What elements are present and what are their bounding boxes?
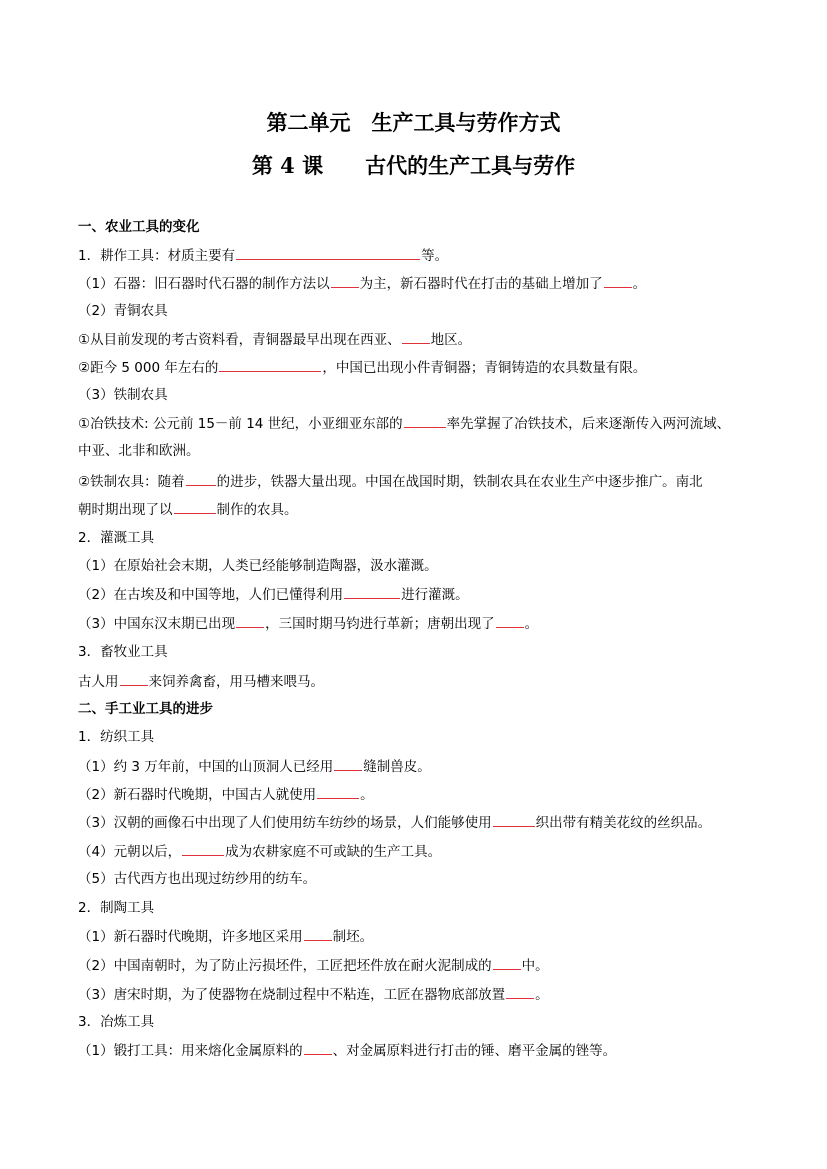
line-text: （2）新石器时代晚期，中国古人就使用	[78, 787, 317, 803]
line-text: ，中国已出现小件青铜器；青铜铸造的农具数量有限。	[322, 360, 647, 376]
text-line	[78, 529, 154, 547]
line-text: 。	[524, 616, 539, 632]
line-text: 为主，新石器时代在打击的基础上增加了	[359, 276, 603, 292]
line-text: 制坯。	[332, 929, 374, 945]
fill-in-blank[interactable]	[506, 985, 534, 999]
fill-in-blank[interactable]	[402, 330, 430, 344]
fill-in-blank[interactable]	[120, 672, 148, 686]
text-line	[78, 358, 646, 377]
line-text: 。	[360, 787, 374, 803]
line-text: 地区。	[430, 332, 472, 348]
line-text: 中亚、北非和欧洲。	[78, 443, 200, 459]
line-text: 2．制陶工具	[78, 900, 155, 916]
line-text: ①冶铁技术: 公元前 15－前 14 世纪，小亚细亚东部的	[78, 416, 403, 432]
fill-in-blank[interactable]	[182, 842, 224, 856]
text-line	[78, 813, 711, 832]
text-line	[78, 585, 469, 604]
text-line	[78, 246, 448, 265]
line-text: 中。	[521, 958, 549, 974]
text-line	[78, 274, 646, 293]
line-text: 一、农业工具的变化	[78, 219, 200, 235]
line-text: （1）新石器时代晚期，许多地区采用	[78, 929, 303, 945]
line-text: 1．纺织工具	[78, 729, 155, 745]
line-text: （1）在原始社会末期，人类已经能够制造陶器，汲水灌溉。	[78, 558, 438, 574]
line-text: 来饲养禽畜，用马槽来喂马。	[148, 674, 324, 690]
line-text: （2）中国南朝时，为了防止污损坯件，工匠把坯件放在耐火泥制成的	[78, 958, 492, 974]
line-text: 织出带有精美花纹的丝织品。	[535, 815, 712, 831]
line-text: （1）锻打工具：用来熔化金属原料的	[78, 1043, 303, 1059]
line-text: 、对金属原料进行打击的锤、磨平金属的锉等。	[332, 1043, 617, 1059]
text-line	[78, 302, 168, 320]
text-line	[78, 728, 154, 746]
text-line	[78, 927, 373, 946]
line-text: 朝时期出现了以	[78, 502, 173, 518]
text-line	[78, 842, 441, 861]
line-text: 制作的农具。	[216, 502, 298, 518]
line-text: （4）元朝以后，	[78, 844, 182, 860]
line-text: （3）中国东汉末期已出现	[78, 616, 236, 632]
text-line	[78, 330, 471, 349]
line-text: （5）古代西方也出现过纺纱用的纺车。	[78, 871, 317, 887]
fill-in-blank[interactable]	[604, 274, 632, 288]
fill-in-blank[interactable]	[493, 956, 521, 970]
fill-in-blank[interactable]	[493, 813, 535, 827]
line-text: ②铁制农具：随着	[78, 474, 185, 490]
text-line	[78, 643, 168, 661]
fill-in-blank[interactable]	[236, 614, 264, 628]
fill-in-blank[interactable]	[304, 1041, 332, 1055]
text-line	[78, 442, 200, 460]
fill-in-blank[interactable]	[236, 246, 420, 260]
text-line	[78, 500, 298, 519]
text-line	[78, 1013, 154, 1031]
text-line	[78, 899, 154, 917]
text-line	[78, 700, 213, 718]
line-text: 1．耕作工具：材质主要有	[78, 248, 236, 264]
line-text: 等。	[421, 248, 449, 264]
fill-in-blank[interactable]	[174, 500, 216, 514]
fill-in-blank[interactable]	[344, 585, 400, 599]
fill-in-blank[interactable]	[496, 614, 524, 628]
line-text: ①从目前发现的考古资料看，青铜器最早出现在西亚、	[78, 332, 401, 348]
line-text: 。	[535, 987, 549, 1003]
unit-title: 第二单元 生产工具与劳作方式	[266, 110, 561, 135]
text-line	[78, 785, 374, 804]
text-line	[78, 614, 538, 633]
line-text: 2．灌溉工具	[78, 530, 155, 546]
line-text: （3）唐宋时期，为了使器物在烧制过程中不粘连，工匠在器物底部放置	[78, 987, 506, 1003]
line-text: 缝制兽皮。	[363, 759, 431, 775]
fill-in-blank[interactable]	[317, 785, 359, 799]
lesson-title: 第 4 课 古代的生产工具与劳作	[251, 153, 576, 178]
line-text: 进行灌溉。	[401, 587, 469, 603]
text-line	[78, 1041, 616, 1060]
text-line	[78, 386, 168, 404]
fill-in-blank[interactable]	[304, 927, 332, 941]
fill-in-blank[interactable]	[186, 472, 216, 486]
line-text: 率先掌握了冶铁技术，后来逐渐传入两河流域、	[446, 416, 731, 432]
text-line	[78, 218, 200, 236]
line-text: （2）在古埃及和中国等地，人们已懂得利用	[78, 587, 344, 603]
line-text: （1）约 3 万年前，中国的山顶洞人已经用	[78, 759, 334, 775]
line-text: 3．畜牧业工具	[78, 644, 168, 660]
text-line	[78, 985, 549, 1004]
line-text: 的进步，铁器大量出现。中国在战国时期，铁制农具在农业生产中逐步推广。南北	[216, 474, 703, 490]
line-text: （3）汉朝的画像石中出现了人们使用纺车纺纱的场景，人们能够使用	[78, 815, 492, 831]
line-text: 二、手工业工具的进步	[78, 701, 213, 717]
line-text: （2）青铜农具	[78, 303, 168, 319]
line-text: 成为农耕家庭不可或缺的生产工具。	[225, 844, 442, 860]
fill-in-blank[interactable]	[404, 414, 446, 428]
line-text: （3）铁制农具	[78, 387, 168, 403]
line-text: ②距今 5 000 年左右的	[78, 360, 219, 376]
line-text: ，三国时期马钧进行革新；唐朝出现了	[265, 616, 495, 632]
text-line	[78, 757, 431, 776]
text-line	[78, 472, 703, 491]
text-line	[78, 672, 324, 691]
fill-in-blank[interactable]	[334, 757, 362, 771]
text-line	[78, 557, 438, 575]
line-text: （1）石器：旧石器时代石器的制作方法以	[78, 276, 330, 292]
line-text: 。	[632, 276, 647, 292]
text-line	[78, 870, 316, 888]
text-line	[78, 414, 730, 433]
fill-in-blank[interactable]	[331, 274, 359, 288]
text-line	[78, 956, 549, 975]
line-text: 古人用	[78, 674, 119, 690]
line-text: 3．冶炼工具	[78, 1014, 155, 1030]
fill-in-blank[interactable]	[219, 358, 321, 372]
